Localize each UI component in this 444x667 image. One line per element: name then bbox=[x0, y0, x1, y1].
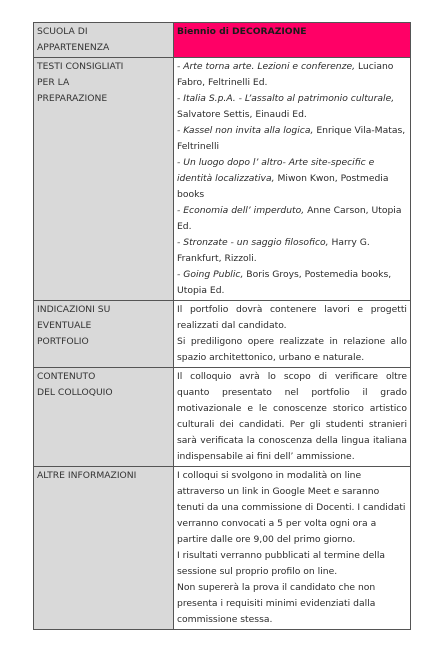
book-entry bbox=[177, 203, 407, 235]
row-label-other-info: ALTRE INFORMAZIONI bbox=[34, 467, 174, 630]
paragraph: Non supererà la prova il candidato che non presenta i requisiti minimi evidenziati dalla commissione stessa. bbox=[177, 582, 376, 625]
book-title: - Economia dell’ imperduto, bbox=[177, 205, 305, 216]
row-label-school: SCUOLA DI APPARTENENZA bbox=[34, 23, 174, 58]
book-entry bbox=[177, 123, 407, 155]
table-row bbox=[34, 368, 411, 467]
book-title: - Stronzate - un saggio filosofico, bbox=[177, 237, 329, 248]
book-info: Anne Carson, Utopia Ed. bbox=[177, 205, 402, 232]
row-label-portfolio: INDICAZIONI SU EVENTUALE PORTFOLIO bbox=[34, 301, 174, 368]
admission-info-table bbox=[33, 22, 411, 630]
paragraph: I colloqui si svolgono in modalità on line attraverso un link in Google Meet e saranno tenuti da una commissione di Docenti. I candidati verranno convocati a 5 per volta ogni ora a partire dalle ore 9,00 del primo giorno. bbox=[177, 470, 406, 545]
paragraph: Il colloquio avrà lo scopo di verificare oltre quanto presentato nel portfolio il grado motivazionale e le conoscenze storico artistico culturali dei candidati. Per gli studenti stranieri sarà verificata la conoscenza della lingua italiana indispensabile ai fini dell’ ammissione. bbox=[177, 371, 407, 462]
recommended-books-cell bbox=[174, 58, 411, 301]
book-entry bbox=[177, 91, 407, 123]
book-title: - Un luogo dopo l’ altro- Arte site-specific e identità localizzativa, bbox=[177, 157, 375, 184]
book-info: Miwon Kwon, Postmedia books bbox=[177, 173, 389, 200]
book-title: - Arte torna arte. Lezioni e conferenze, bbox=[177, 61, 356, 72]
paragraph: I risultati verranno pubblicati al termine della sessione sul proprio profilo on line. bbox=[177, 550, 386, 577]
book-title: - Italia S.p.A. - L’assalto al patrimonio culturale, bbox=[177, 93, 395, 104]
book-entry bbox=[177, 235, 407, 267]
paragraph: Il portfolio dovrà contenere lavori e progetti realizzati dal candidato. bbox=[177, 304, 407, 331]
book-info: Salvatore Settis, Einaudi Ed. bbox=[177, 109, 307, 120]
book-info: Luciano Fabro, Feltrinelli Ed. bbox=[177, 61, 394, 88]
book-entry bbox=[177, 267, 407, 299]
book-title: - Going Public, bbox=[177, 269, 244, 280]
book-info: Enrique Vila-Matas, Feltrinelli bbox=[177, 125, 406, 152]
row-label-recommended-texts: TESTI CONSIGLIATI PER LA PREPARAZIONE bbox=[34, 58, 174, 301]
table-row bbox=[34, 301, 411, 368]
book-entry bbox=[177, 59, 407, 91]
paragraph: Si prediligono opere realizzate in relazione allo spazio architettonico, urbano e naturale. bbox=[177, 336, 407, 363]
portfolio-info-cell bbox=[174, 301, 411, 368]
book-entry bbox=[177, 155, 407, 203]
book-info: Boris Groys, Postemedia books, Utopia Ed. bbox=[177, 269, 392, 296]
book-title: - Kassel non invita alla logica, bbox=[177, 125, 314, 136]
table-row bbox=[34, 467, 411, 630]
other-info-cell bbox=[174, 467, 411, 630]
row-label-interview: CONTENUTO DEL COLLOQUIO bbox=[34, 368, 174, 467]
table-row bbox=[34, 58, 411, 301]
book-info: Harry G. Frankfurt, Rizzoli. bbox=[177, 237, 370, 264]
table-row bbox=[34, 23, 411, 58]
school-name-cell: Biennio di DECORAZIONE bbox=[174, 23, 411, 58]
interview-info-cell bbox=[174, 368, 411, 467]
